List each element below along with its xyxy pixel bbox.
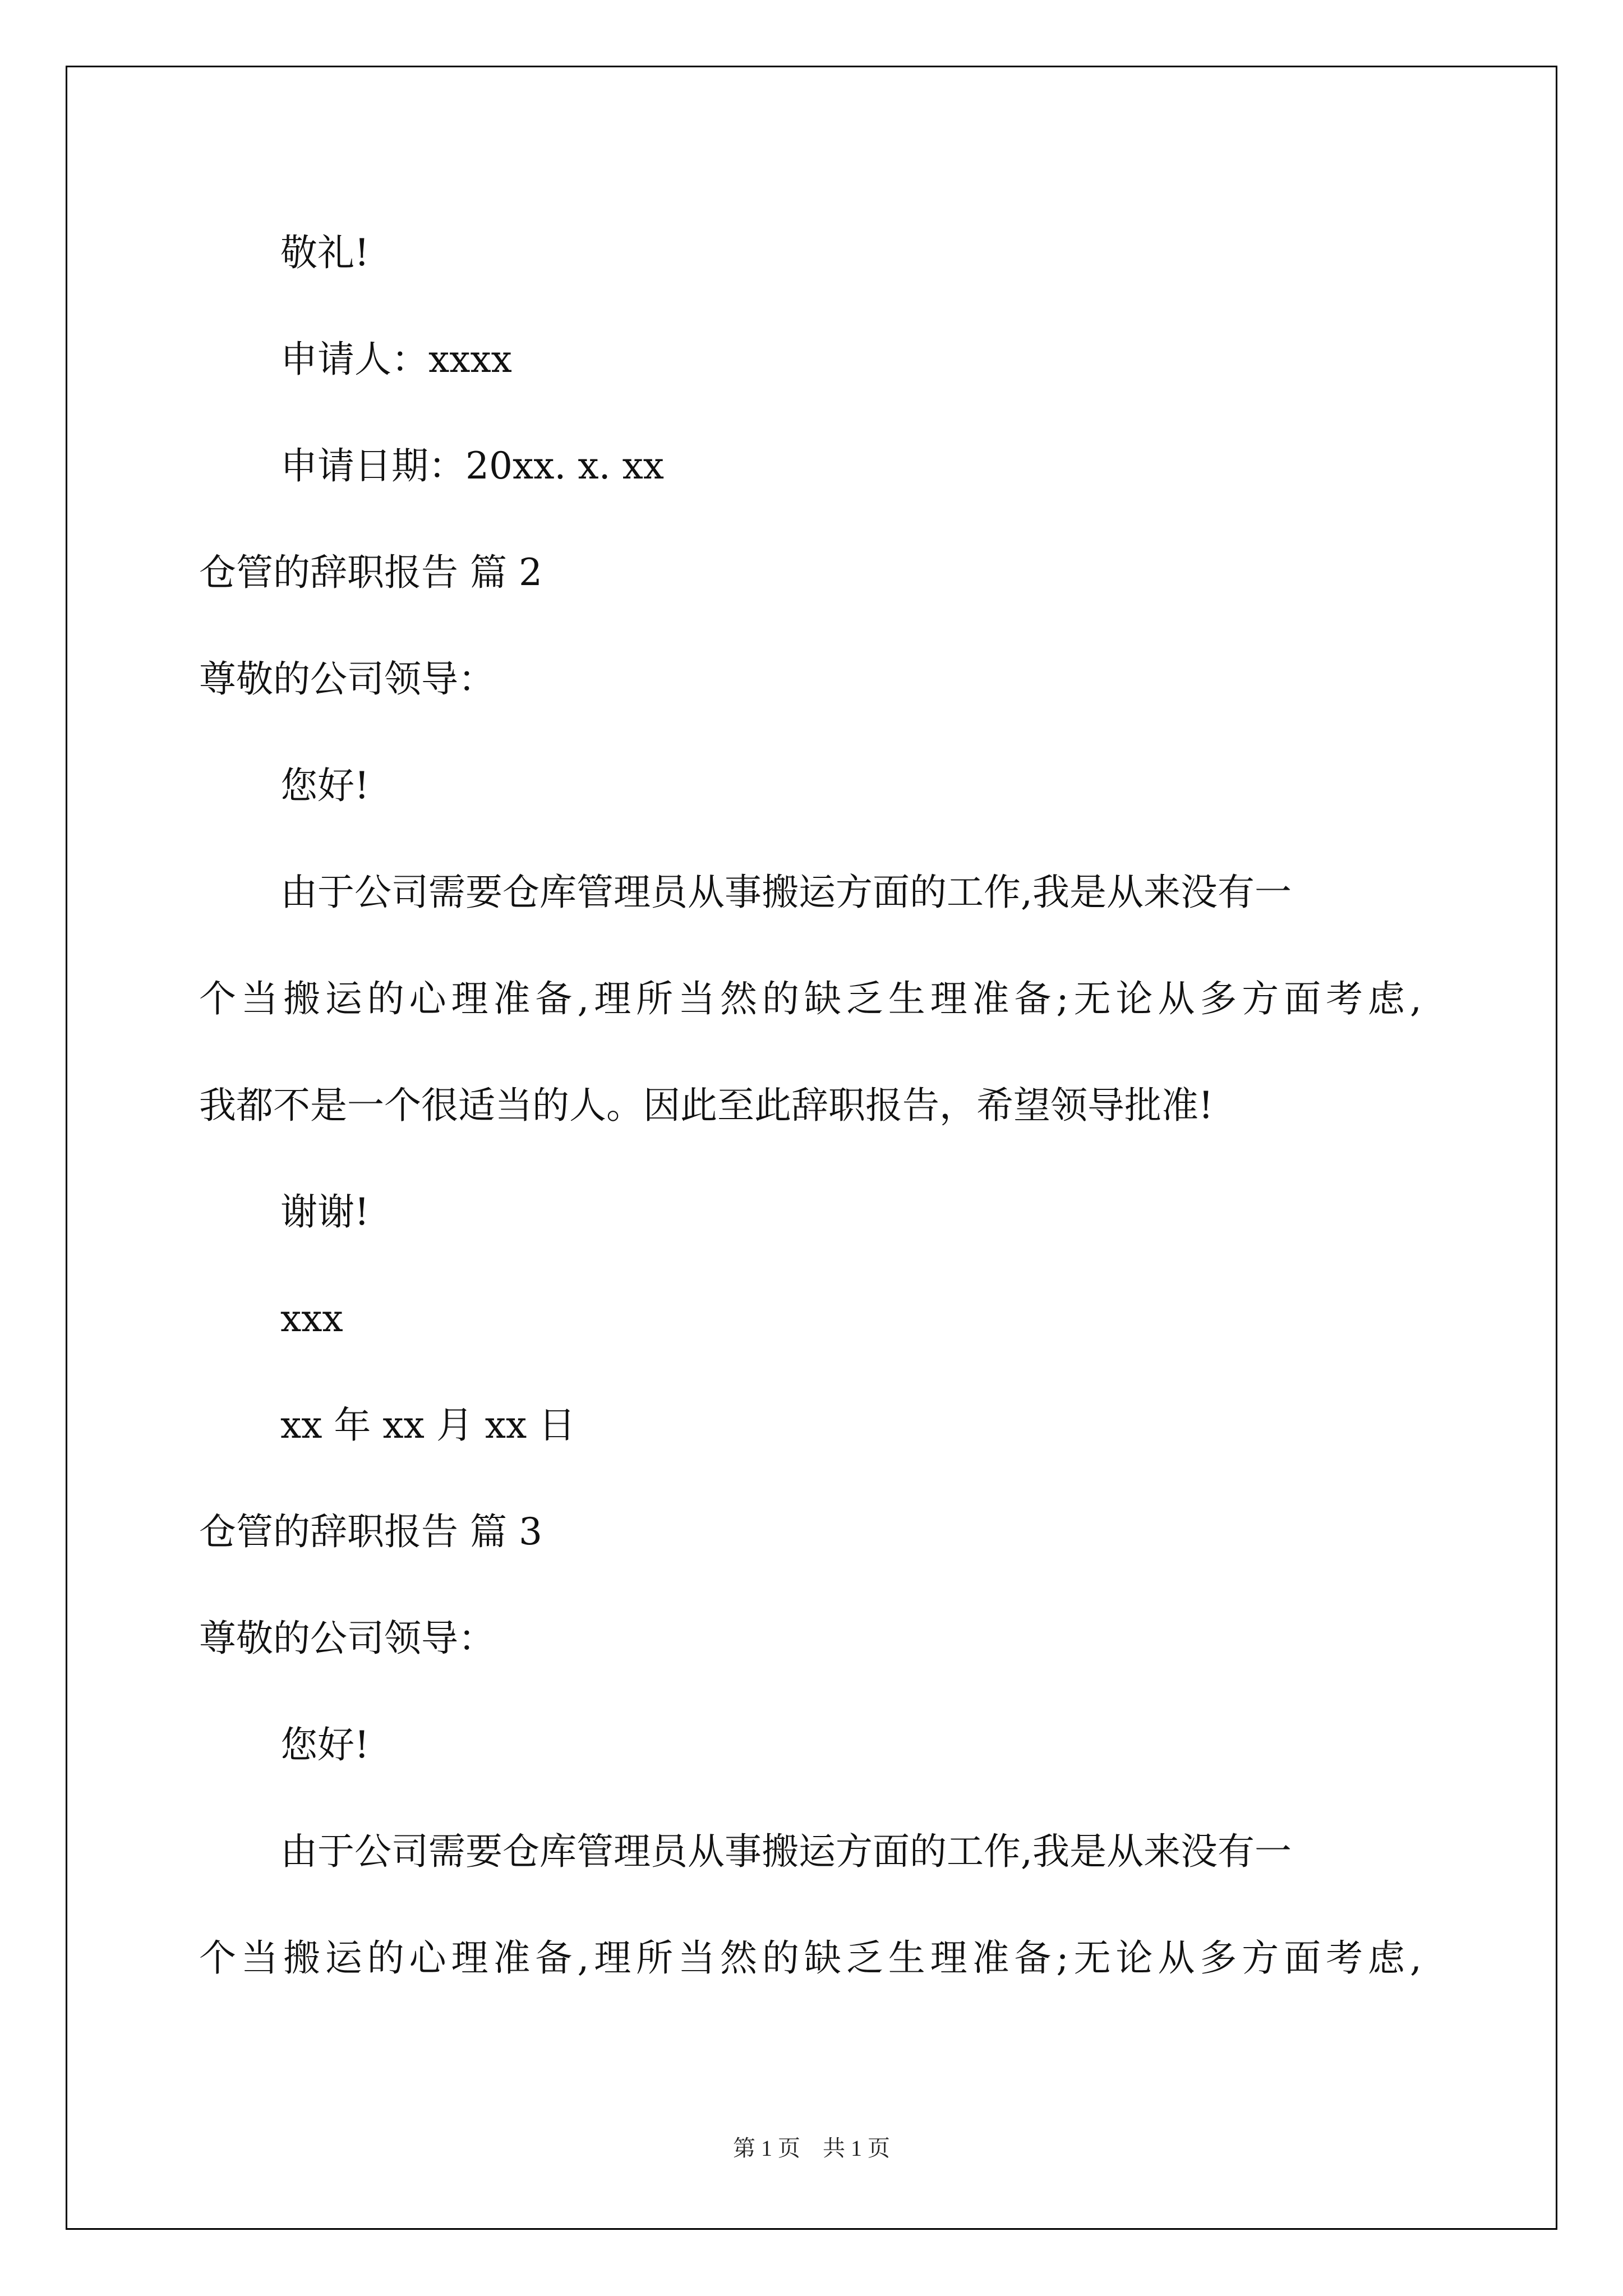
page-number-footer: 第 1 页 共 1 页 bbox=[733, 2136, 890, 2161]
greeting-line: 您好! bbox=[280, 764, 370, 807]
body-paragraph-line: 由于公司需要仓库管理员从事搬运方面的工作,我是从来没有一 bbox=[280, 871, 1292, 914]
section-heading-3: 仓管的辞职报告 篇 3 bbox=[199, 1510, 542, 1553]
addressee-line: 尊敬的公司领导： bbox=[199, 1617, 495, 1660]
applicant-line: 申请人：xxxx bbox=[280, 338, 512, 381]
greeting-line: 您好! bbox=[280, 1723, 370, 1766]
signature-date: xx 年 xx 月 xx 日 bbox=[280, 1404, 576, 1447]
body-paragraph-line: 我都不是一个很适当的人。因此至此辞职报告，希望领导批准! bbox=[199, 1084, 1214, 1127]
addressee-line: 尊敬的公司领导： bbox=[199, 657, 495, 701]
body-paragraph-line: 个当搬运的心理准备,理所当然的缺乏生理准备;无论从多方面考虑, bbox=[199, 1936, 1422, 1980]
body-paragraph-line: 个当搬运的心理准备,理所当然的缺乏生理准备;无论从多方面考虑, bbox=[199, 977, 1422, 1020]
thanks-line: 谢谢! bbox=[280, 1190, 370, 1234]
page-border bbox=[66, 66, 1557, 2230]
closing-salutation: 敬礼! bbox=[280, 231, 370, 274]
body-paragraph-line: 由于公司需要仓库管理员从事搬运方面的工作,我是从来没有一 bbox=[280, 1830, 1292, 1873]
section-heading-2: 仓管的辞职报告 篇 2 bbox=[199, 551, 542, 594]
signature-name: xxx bbox=[280, 1297, 343, 1340]
application-date-line: 申请日期：20xx. x. xx bbox=[280, 444, 665, 487]
